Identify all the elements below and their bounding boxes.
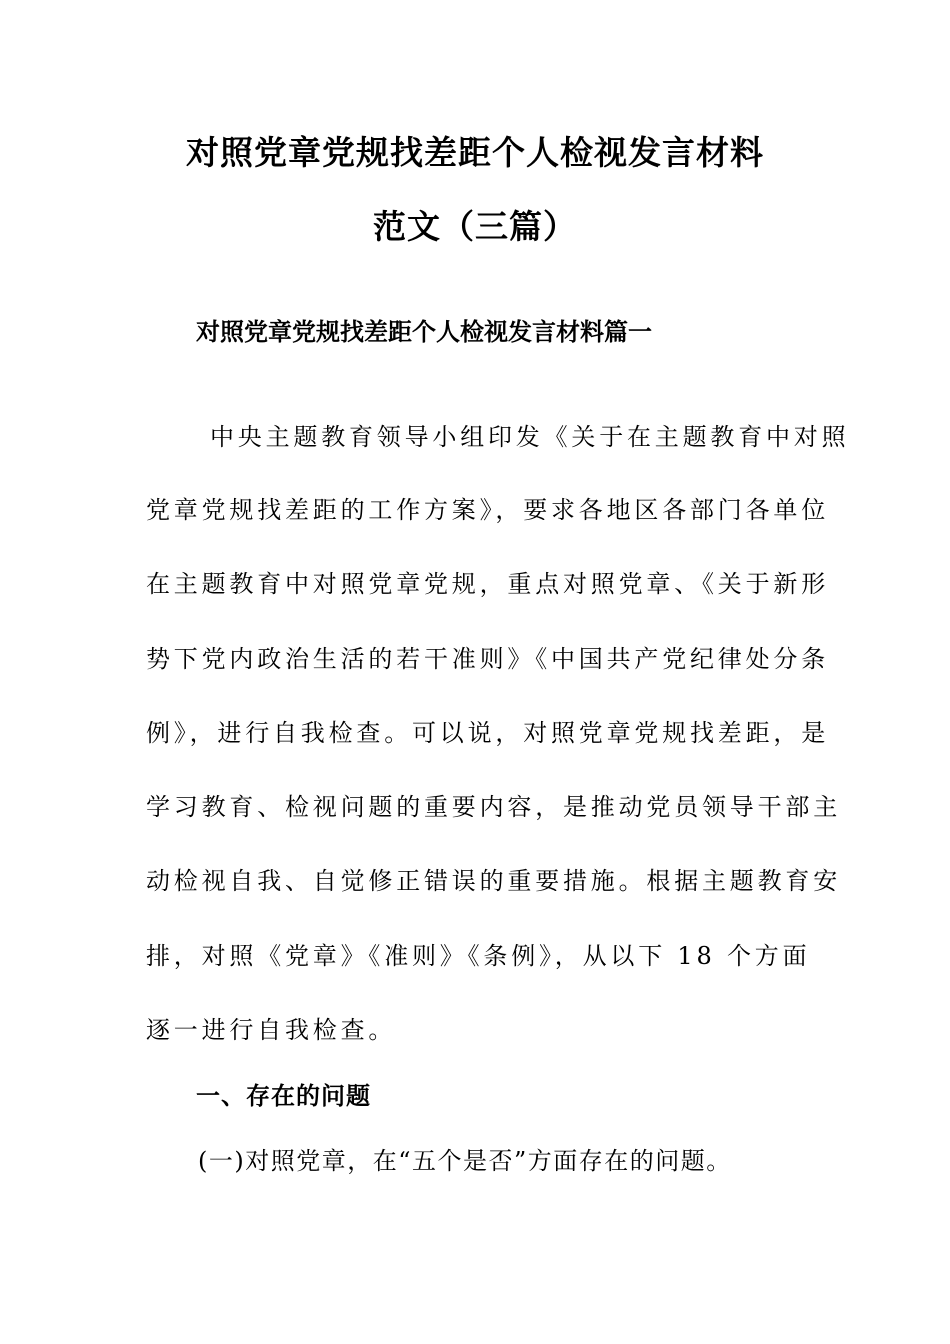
paragraph-line: 排，对照《党章》《准则》《条例》，从以下 18 个方面: [146, 942, 811, 970]
section-heading: 一、存在的问题: [196, 1082, 371, 1110]
paragraph-line: 例》，进行自我检查。可以说，对照党章党规找差距，是: [146, 719, 829, 747]
paragraph-line: 势下党内政治生活的若干准则》《中国共产党纪律处分条: [146, 645, 829, 673]
paragraph-line: 学习教育、检视问题的重要内容，是推动党员领导干部主: [146, 793, 841, 821]
document-title-line-1: 对照党章党规找差距个人检视发言材料: [186, 133, 764, 172]
section-subtitle: 对照党章党规找差距个人检视发言材料篇一: [196, 318, 652, 346]
document-title-line-2: 范文（三篇）: [373, 207, 577, 246]
paragraph-line: 动检视自我、自觉修正错误的重要措施。根据主题教育安: [146, 867, 841, 895]
sub-item-heading: (一)对照党章，在“五个是否”方面存在的问题。: [198, 1147, 732, 1175]
paragraph-line: 中央主题教育领导小组印发《关于在主题教育中对照: [210, 423, 850, 451]
paragraph-line: 逐一进行自我检查。: [146, 1016, 397, 1044]
paragraph-line: 党章党规找差距的工作方案》，要求各地区各部门各单位: [146, 496, 829, 524]
paragraph-line: 在主题教育中对照党章党规，重点对照党章、《关于新形: [146, 570, 829, 598]
